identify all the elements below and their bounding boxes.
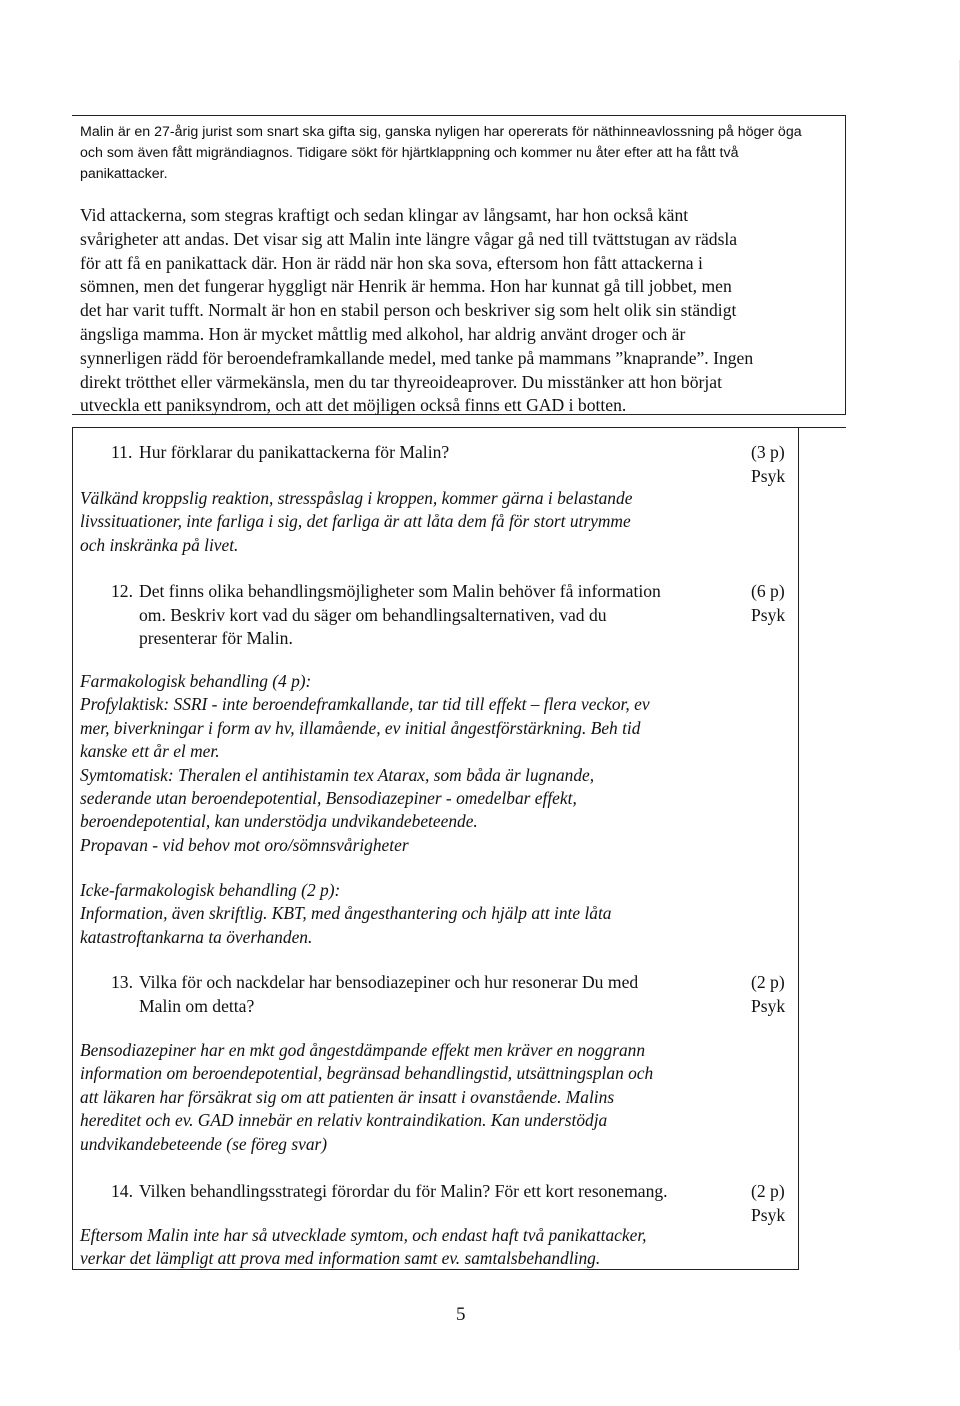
answer-line: Välkänd kroppslig reaktion, stresspåslag i kroppen, kommer gärna i belastande (80, 488, 633, 508)
question-11 (111, 441, 450, 465)
answer-line: mer, biverkningar i form av hv, illamående, ev initial ångestförstärkning. Beh tid (80, 717, 641, 738)
answer-11 (80, 487, 770, 557)
question-text-line: Det finns olika behandlingsmöjligheter som Malin behöver få information (139, 581, 661, 601)
answer-line: katastroftankarna ta överhanden. (80, 926, 313, 947)
question-number: 12. (111, 581, 133, 601)
question-14 (111, 1180, 668, 1204)
answer-line: hereditet och ev. GAD innebär en relativ kontraindikation. Kan understödja (80, 1110, 608, 1131)
question-text-line: om. Beskriv kort vad du säger om behandlingsalternativen, vad du (139, 604, 607, 625)
answer-line: beroendepotential, kan understödja undvikandebeteende. (80, 811, 478, 832)
case-body-line: utveckla ett paniksyndrom, och att det möjligen också finns ett GAD i botten. (80, 395, 627, 416)
question-text: Vilken behandlingsstrategi förordar du för Malin? För ett kort resonemang. (139, 1181, 668, 1201)
points-value: (2 p) (751, 972, 785, 992)
question-number: 11. (111, 442, 133, 462)
question-13-points (751, 971, 785, 1018)
answer-line: att läkaren har försäkrat sig om att patienten är insatt i ovanstående. Malins (80, 1086, 615, 1107)
answer-12-pharmacological (80, 670, 770, 857)
case-body-line: ängsliga mamma. Hon är mycket måttlig med alkohol, har aldrig använt droger och är (80, 323, 686, 344)
answer-line: och inskränka på livet. (80, 534, 239, 555)
answer-line: Icke-farmakologisk behandling (2 p): (80, 880, 341, 900)
answer-line: Farmakologisk behandling (4 p): (80, 671, 312, 691)
subject-label: Psyk (751, 465, 786, 486)
subject-label: Psyk (751, 1204, 786, 1225)
answer-line: Information, även skriftlig. KBT, med ångesthantering och hjälp att inte låta (80, 903, 612, 924)
case-body-line: Vid attackerna, som stegras kraftigt och sedan klingar av långsamt, har hon också känt (80, 205, 689, 225)
page-number: 5 (456, 1304, 466, 1325)
case-intro-line: Malin är en 27-årig jurist som snart ska gifta sig, ganska nyligen har opererats för näthinneavlossning på höger öga (80, 124, 802, 140)
case-body-line: svårigheter att andas. Det visar sig att Malin inte längre vågar gå ned till tvättstugan av rädsla (80, 228, 738, 249)
question-text (139, 971, 739, 1018)
case-body-line: direkt trötthet eller värmekänsla, men du tar thyreoideaprover. Du misstänker att hon börjat (80, 371, 722, 392)
answer-13 (80, 1039, 770, 1156)
question-text: Hur förklarar du panikattackerna för Malin? (139, 442, 450, 462)
question-text (139, 580, 739, 651)
question-text-line: presenterar för Malin. (139, 628, 293, 648)
question-12-points (751, 580, 785, 627)
subject-label: Psyk (751, 995, 786, 1016)
case-intro-line: och som även fått migrändiagnos. Tidigare sökt för hjärtklappning och kommer nu åter efter att ha fått två (80, 145, 739, 161)
answer-line: livssituationer, inte farliga i sig, det farliga är att låta dem få för stort utrymme (80, 511, 631, 532)
answer-line: verkar det lämpligt att prova med information samt ev. samtalsbehandling. (80, 1248, 601, 1269)
case-body-line: för att få en panikattack där. Hon är rädd när hon ska sova, eftersom hon fått attackerna i (80, 252, 703, 273)
answer-line: information om beroendepotential, begränsad behandlingstid, utsättningsplan och (80, 1063, 654, 1084)
answer-line: kanske ett år el mer. (80, 741, 220, 762)
answer-line: Propavan - vid behov mot oro/sömnsvårigheter (80, 834, 409, 855)
question-number: 14. (111, 1181, 133, 1201)
points-value: (2 p) (751, 1181, 785, 1201)
question-12 (111, 580, 661, 648)
answer-line: undvikandebeteende (se föreg svar) (80, 1133, 328, 1154)
answer-12-non-pharmacological (80, 879, 770, 949)
answer-line: Bensodiazepiner har en mkt god ångestdämpande effekt men kräver en noggrann (80, 1040, 646, 1060)
case-body (80, 204, 850, 418)
case-intro-line: panikattacker. (80, 166, 168, 182)
question-text-line: Vilka för och nackdelar har bensodiazepiner och hur resonerar Du med (139, 972, 639, 992)
answer-line: Profylaktisk: SSRI - inte beroendeframkallande, tar tid till effekt – flera veckor, ev (80, 694, 650, 715)
case-body-line: sömnen, men det fungerar hyggligt när Henrik är hemma. Hon har kunnat gå till jobbet, men (80, 276, 732, 297)
answer-line: Symtomatisk: Theralen el antihistamin tex Atarax, som båda är lugnande, (80, 764, 595, 785)
subject-label: Psyk (751, 604, 786, 625)
question-number: 13. (111, 972, 133, 992)
points-value: (6 p) (751, 581, 785, 601)
case-body-line: synnerligen rädd för beroendeframkallande medel, med tanke på mammans ”knaprande”. Ingen (80, 347, 754, 368)
case-body-line: det har varit tufft. Normalt är hon en stabil person och beskriver sig som helt olik sin ständigt (80, 300, 737, 321)
case-intro (80, 122, 850, 185)
question-14-points (751, 1180, 785, 1227)
answer-14 (80, 1224, 770, 1271)
question-11-points (751, 441, 785, 488)
question-13 (111, 971, 639, 1016)
answer-line: Eftersom Malin inte har så utvecklade symtom, och endast haft två panikattacker, (80, 1225, 647, 1245)
points-value: (3 p) (751, 442, 785, 462)
question-text-line: Malin om detta? (139, 995, 255, 1016)
answer-line: sederande utan beroendepotential, Bensodiazepiner - omedelbar effekt, (80, 788, 577, 809)
